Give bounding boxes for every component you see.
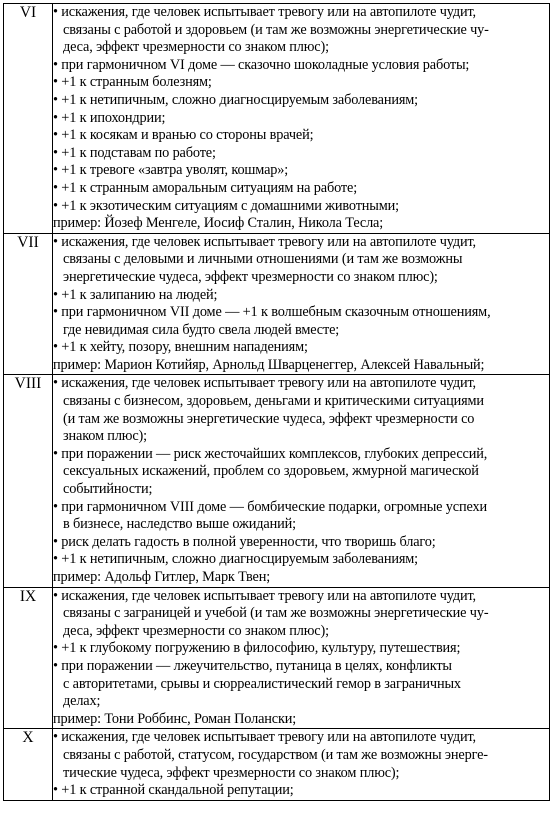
list-item [53,180,549,198]
list-item [53,110,549,128]
house-row [4,4,550,234]
example-line: пример: Марион Котийяр, Арнольд Шварценеггер, Алексей Навальный; [53,356,485,373]
list-item [53,304,549,339]
list-item-line: деса, эффект чрезмерности со знаком плюс); [63,39,329,56]
list-item-line: • искажения, где человек испытывает тревогу или на автопилоте чудит, [53,4,476,20]
house-number: X [4,729,53,800]
house-description [53,375,550,587]
list-item [53,551,549,569]
list-item-line: • +1 к странной скандальной репутации; [53,782,294,799]
list-item [53,127,549,145]
list-item-line: • +1 к странным аморальным ситуациям на работе; [53,179,358,196]
list-item [53,446,549,499]
list-item [53,499,549,534]
list-item-line: деса, эффект чрезмерности со знаком плюс); [63,622,329,639]
list-item-line: связаны с заграницей и учебой (и там же возможны энергетические чу- [63,605,489,622]
list-item-line: • искажения, где человек испытывает тревогу или на автопилоте чудит, [53,375,476,392]
list-item-line: • при гармоничном VI доме — сказочно шоколадные условия работы; [53,56,470,73]
house-row [4,233,550,375]
list-item-line: • при гармоничном VII доме — +1 к волшебным сказочным отношениям, [53,304,491,321]
list-item-line: связаны с работой и здоровьем (и там же возможны энергетические чу- [63,21,489,38]
house-row [4,729,550,800]
list-item [53,145,549,163]
house-description [53,4,550,234]
list-item-line: связаны с деловыми и личными отношениями (и там же возможны [63,251,463,268]
list-item-line: событийности; [63,481,153,498]
list-item [53,4,549,57]
list-item-line: • +1 к нетипичным, сложно диагносцируемым заболеваниям; [53,91,418,108]
list-item [53,782,549,800]
list-item [53,92,549,110]
house-number: IX [4,587,53,729]
list-item [53,234,549,287]
list-item [53,588,549,641]
list-item [53,640,549,658]
list-item-line: • +1 к странным болезням; [53,74,212,91]
house-number: VI [4,4,53,234]
list-item-line: • при поражении — лжеучительство, путаница в целях, конфликты [53,657,452,674]
houses-table-body [4,4,550,801]
example-line: пример: Адольф Гитлер, Марк Твен; [53,569,271,585]
list-item-line: сексуальных искажений, проблем со здоровьем, жмурной магической [63,463,479,480]
list-item-line: • +1 к хейту, позору, внешним нападениям; [53,339,308,356]
list-item-line: • +1 к залипанию на людей; [53,286,218,303]
list-item-line: энергетические чудеса, эффект чрезмерности со знаком плюс); [63,268,438,285]
list-item-line: • +1 к глубокому погружению в философию, культуру, путешествия; [53,640,461,657]
example-line: пример: Йозеф Менгеле, Иосиф Сталин, Никола Тесла; [53,215,384,232]
list-item-line: в бизнесе, наследство выше ожиданий; [63,516,296,533]
list-item [53,339,549,357]
list-item-line: • риск делать гадость в полной уверенности, что творишь благо; [53,533,436,550]
list-item-line: делах; [63,693,101,710]
house-row [4,587,550,729]
list-item [53,658,549,711]
list-item-line: знаком плюс); [63,428,147,445]
list-item-line: • +1 к тревоге «завтра уволят, кошмар»; [53,162,289,179]
house-description [53,729,550,800]
list-item [53,162,549,180]
house-description [53,233,550,375]
list-item-line: связаны с бизнесом, здоровьем, деньгами и критическими ситуациями [63,393,484,410]
list-item-line: • +1 к ипохондрии; [53,109,166,126]
list-item-line: • +1 к экзотическим ситуациям с домашними животными; [53,197,399,214]
list-item [53,729,549,782]
list-item-line: • +1 к подставам по работе; [53,144,216,161]
list-item-line: с авторитетами, срывы и сюрреалистический гемор в заграничных [63,675,461,692]
list-item [53,287,549,305]
list-item-line: • искажения, где человек испытывает тревогу или на автопилоте чудит, [53,233,476,250]
list-item [53,57,549,75]
list-item [53,375,549,445]
list-item [53,534,549,552]
list-item-line: тические чудеса, эффект чрезмерности со знаком плюс); [63,764,400,781]
list-item-line: где невидимая сила будто свела людей вместе; [63,321,340,338]
list-item-line: • при гармоничном VIII доме — бомбические подарки, огромные успехи [53,498,487,515]
list-item-line: (и там же возможны энергетические чудеса, эффект чрезмерности со [63,410,475,427]
list-item [53,198,549,216]
house-row [4,375,550,587]
list-item-line: • +1 к косякам и вранью со стороны врачей; [53,127,314,144]
list-item [53,74,549,92]
houses-table [3,3,550,801]
list-item-line: • искажения, где человек испытывает тревогу или на автопилоте чудит, [53,729,476,746]
list-item-line: • искажения, где человек испытывает тревогу или на автопилоте чудит, [53,587,476,604]
list-item-line: • при поражении — риск жесточайших комплексов, глубоких депрессий, [53,445,488,462]
house-number: VII [4,233,53,375]
house-description [53,587,550,729]
list-item-line: • +1 к нетипичным, сложно диагносцируемым заболеваниям; [53,551,418,568]
list-item-line: связаны с работой, статусом, государством (и там же возможны энерге- [63,746,488,763]
example-line: пример: Тони Роббинс, Роман Полански; [53,710,297,727]
house-number: VIII [4,375,53,587]
